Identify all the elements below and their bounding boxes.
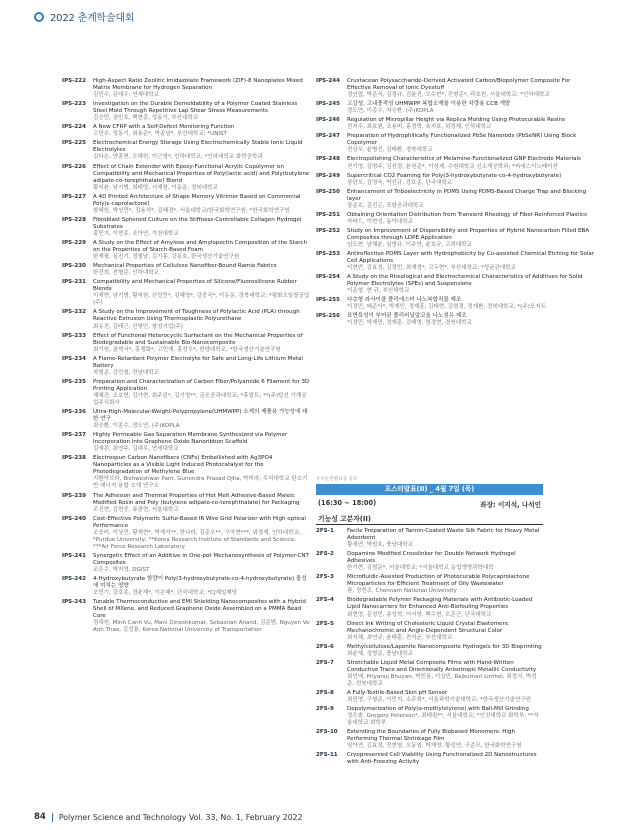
abstract-entry (62, 240, 310, 261)
abstract-entry (316, 644, 543, 658)
entry-code: IPS-242 (62, 576, 87, 583)
entry-title: Obtaining Orientation Distribution from Transient Rheology of Fiber-Reinforced Plastics (347, 211, 587, 218)
entry-authors: 팜, 정현조, Chonnam National University (347, 588, 457, 595)
entry-code: IPS-240 (62, 515, 87, 522)
entry-authors: 함혜원, 박성민*, 김용석*, 김혜경*, 서울대학교/한국화학연구원; *한국화학연구원 (93, 207, 290, 214)
entry-body (347, 251, 596, 272)
entry-body (93, 455, 310, 490)
entry-code: 2FS-9 (316, 706, 334, 713)
entry-authors: 최승환, 이종수, 정도연, (주)KOPLA (93, 423, 180, 430)
abstract-entry (316, 297, 596, 311)
entry-authors: 이현빈, 김효정, 김경민, 최재경*, 고두현*, 부산대학교; *성균관대학교 (347, 265, 516, 272)
entry-body (347, 551, 543, 572)
abstract-entry (62, 599, 310, 634)
entry-code: IPS-245 (316, 101, 341, 108)
entry-body (93, 217, 310, 238)
entry-body (93, 279, 310, 307)
entry-authors: 이재현, 남기범, 황지원, 신성민*, 김혜영*, 강중국*, 이동운, 경북대학교; *평화오일씰공업(주) (93, 293, 310, 307)
entry-code: IPS-255 (316, 297, 341, 304)
entry-title: Ultra-High-Molecular-Weight-Polypropylene(UHMWPP) 소재의 제품용 가능성에 대한 연구 (93, 409, 308, 423)
abstract-entry (62, 194, 310, 215)
entry-authors: 조은수, 박지영, DGIST (93, 567, 150, 573)
abstract-entry (62, 432, 310, 453)
abstract-entry (62, 279, 310, 307)
abstract-entry (62, 263, 310, 277)
abstract-entry (316, 212, 596, 226)
entry-authors: 이정민, 배준아*, 박재민, 정재훈, 김태현, 김영경, 정재환, 경북대학교; *(주)포지트 (347, 304, 546, 311)
entry-title: A 4D Printed Architecture of Shape Memory Vitrimer Based on Commercial Poly(ε-caprolactone) (93, 193, 301, 207)
abstract-entry (316, 251, 596, 272)
entry-title: Synergetic Effect of an Additive in One-pot Mechanosynthesis of Polymer-CNT Composites (93, 552, 309, 566)
entry-title: Regulation of Micropillar Height via Replica Molding Using Photocurable Resins (347, 117, 565, 124)
entry-authors: 조민기, 강호종, 경윤재*, 이은혜*, 단국대학교; *CJ제일제당 (93, 590, 238, 597)
abstract-entry (316, 528, 543, 549)
abstract-entry (316, 228, 596, 249)
entry-title: Electrospun Carbon Nanofibers (CNFs) Embellished with Ag3PO4 Nanoparticles as a Visible Light Induced Photocatalyst for the Photodegradation of Methylene Blue (93, 455, 273, 476)
entry-authors: 김다은, 양홍현, 오혜원, 이근형*, 인하대학교; *인하대학교 화학공학과 (93, 154, 263, 161)
entry-code: IPS-235 (62, 378, 87, 385)
entry-title: Electrochemical Energy Storage Using Electrochemically Stable Ionic Liquid Electrolytes (93, 140, 303, 154)
divider (316, 524, 543, 525)
entry-body (347, 156, 596, 170)
entry-code: IPS-253 (316, 251, 341, 258)
entry-code: IPS-238 (62, 455, 87, 462)
entry-title: A Flame-Retardant Polymer Electrolyte for Safe and Long-Life Lithium Metal Battery (93, 355, 303, 369)
entry-body (347, 597, 543, 618)
abstract-entry (316, 189, 596, 210)
entry-title: Cryopreserved Cell Viability Using Functionalized 2D Nanostructures with Anti-Freezing Activity (347, 752, 537, 766)
entry-code: 2FS-7 (316, 659, 334, 666)
entry-authors: 최지혜, 최연규, 윤태훈, 전석균, 부산대학교 (347, 634, 453, 641)
entry-body (347, 133, 596, 154)
entry-title: Dopamine Modified Crosslinker for Double Network Hydrogel Adhesives (347, 551, 516, 565)
entry-body (93, 576, 310, 597)
abstract-entry (316, 78, 596, 99)
abstract-entry (316, 313, 596, 327)
entry-title: Stretchable Liquid Metal Composite Films with Hand-Written Conductive Trace and Directionally Anisotropic Metallic Conductivity (347, 659, 537, 673)
entry-authors: 임아연, 김효정, 전현열, 오동엽, 박재영, 황성연, 구준모, 한국화학연구원 (347, 743, 522, 750)
entry-body (347, 706, 543, 727)
entry-title: High-Aspect Ratio Zeolitic Imidazolate Framework (ZIF)-8 Nanoplates Mixed Matrix Membrane for Hydrogen Separation (93, 78, 303, 92)
entry-title: A Study on the Effect of Amylose and Amylopectin Composition of the Starch on the Properties of Starch-Based Foam (93, 239, 307, 254)
entry-code: IPS-227 (62, 193, 87, 200)
entry-title: Cost-Effective Polymeric Sulfur-Based IR Wire Grid Polarizer with High optical Performance (93, 515, 306, 529)
entry-code: IPS-225 (62, 140, 87, 147)
entry-code: IPS-229 (62, 239, 87, 246)
entry-body (347, 117, 596, 131)
entry-code: IPS-252 (316, 227, 341, 234)
entry-authors: 이정민, 박재민, 정재훈, 김태영, 영경현, 경북대학교 (347, 320, 472, 327)
abstract-entry (62, 356, 310, 377)
abstract-entry (62, 379, 310, 407)
entry-authors: 이준형, 현 규, 부산대학교 (347, 288, 410, 295)
entry-title: 표면특성이 부여된 폴리비닐알코올 나노섬유 제조 (347, 313, 467, 320)
abstract-entry (62, 576, 310, 597)
entry-authors: 한기현, 김형문*, 서울대학교; *서울대학교 농업생명과학대학 (347, 565, 494, 572)
entry-authors: 자바드, 이현성, 동아대학교 (347, 218, 413, 225)
abstract-entry (316, 274, 596, 295)
entry-body (347, 644, 543, 658)
entry-authors: 김민수, 김대우, 연세대학교 (93, 92, 159, 99)
abstract-entry (62, 124, 310, 138)
session-title: 기능성 고분자(II) (318, 515, 372, 523)
entry-body (347, 101, 596, 115)
entry-title: A Fully-Textile-Based Skin pH Sensor (347, 689, 448, 696)
abstract-entry (62, 455, 310, 490)
entry-title: A Study on the Improvement of Toughness of Polylactic Acid (PLA) through Reactive Extrusion Using Thermoplastic Polyurethane (93, 309, 300, 323)
entry-body (347, 313, 596, 327)
abstract-entry (316, 156, 596, 170)
entry-title: Extending the Boundaries of Fully Biobased Monomers: High Performing Thermal Shrinkage Film (347, 729, 515, 743)
journal-citation: Polymer Science and Technology Vol. 33, No. 1, February 2022 (58, 812, 303, 822)
entry-code: IPS-251 (316, 211, 341, 218)
abstract-entry (62, 140, 310, 161)
entry-title: Supercritical CO2 Foaming for Poly(3-hydroxybutyrate-co-4-hydroxybutyrate) (347, 172, 562, 179)
entry-body (93, 409, 310, 430)
entry-authors: 전지수, 최호원, 조용비, 홍정혁, 육지호, 위정재, 인하대학교 (347, 124, 492, 131)
entry-code: IPS-236 (62, 409, 87, 416)
entry-authors: 조웅비, 이상민, 황재현*, 박재석**, 한나라, 김준오**, 구자현***, 위정재, 인하대학교; *Purdue University; **Korea Research Institute of Standards and Science; ***Air Force Research Laboratory (93, 529, 301, 550)
entry-code: IPS-226 (62, 163, 87, 170)
entry-title: 고강성, 고내충격성 UHMWPP 복합소재를 이용한 차량용 CCB 개발 (347, 101, 511, 108)
entry-code: IPS-231 (62, 279, 87, 286)
entry-authors: 황세연, 박원호, 충남대학교 (347, 542, 413, 549)
abstract-entry (316, 690, 543, 704)
entry-code: IPS-230 (62, 263, 87, 270)
entry-title: Study on Improvement of Dispersibility and Properties of Hybrid Nanocarbon Filled EBA Composites through LDPE Application (347, 227, 590, 241)
poster-session-section (316, 476, 543, 768)
abstract-entry (62, 409, 310, 430)
abstract-entry (316, 752, 543, 766)
entry-body (93, 240, 310, 261)
entry-code: IPS-223 (62, 101, 87, 108)
entry-authors: 조진현, 김현중, 류광현, 서울대학교 (93, 506, 179, 513)
abstract-entry (316, 597, 543, 618)
entry-code: IPS-239 (62, 492, 87, 499)
entry-body (347, 690, 543, 704)
entry-body (347, 228, 596, 249)
entry-code: 2FS-6 (316, 643, 334, 650)
abstract-entry (316, 660, 543, 688)
entry-title: Preparation and Characterization of Carbon Fiber/Polyamide 6 Filament for 3D Printing Application (93, 378, 310, 392)
entry-body (93, 140, 310, 161)
entry-code: 2FS-5 (316, 620, 334, 627)
entry-body (93, 263, 310, 277)
entry-authors: 정인엽, 박준식, 김정규, 김윤진, 오수빈*, 진형준*, 곽호원, 서울대학교; *인하대학교 (347, 92, 550, 99)
entry-code: 2FS-8 (316, 689, 334, 696)
entry-body (347, 297, 596, 311)
entry-body (93, 356, 310, 377)
entry-body (93, 309, 310, 330)
entry-authors: 정대원, Minh Canh Vu, Mani Dineshkumar, Sebastian Anand, 김준범, Nguyen Vo Anh Thao, 김성룡, Korea National University of Transportation (93, 620, 310, 634)
entry-code: 2FS-11 (316, 752, 338, 759)
entry-body (93, 194, 310, 215)
entry-body (93, 432, 310, 453)
entry-authors: 최민영, 구형준, 이민지, 소주희*, 서울과학기술대학교; *한국생산기술연구원 (347, 697, 532, 704)
entry-body (93, 101, 310, 122)
entry-code: IPS-244 (316, 78, 341, 84)
abstract-entry (316, 574, 543, 595)
entry-code: 2FS-10 (316, 729, 338, 736)
abstract-entry (316, 173, 596, 187)
entry-title: Electropolishing Characteristics of Melamine-Functionalized GNP Electrode Materials (347, 156, 581, 163)
entry-title: 다층형 라사이클 폴리에스터 나노복합직물 제조 (347, 297, 462, 304)
entry-authors: 지환아브라, Bishweshwar Pant, Gunendra Prasad Ojha, 박미라, 우석대학교 탄소기반 에너지 융합 소재 연구소 (93, 476, 308, 490)
entry-body (93, 333, 310, 354)
entry-code: IPS-249 (316, 172, 341, 179)
entry-title: 4-Hydroxybutyrate 함량이 Poly(3-hydroxybutyrate-co-4-hydroxybutyrate) 물성에 미치는 영향 (93, 576, 307, 590)
entry-body (93, 493, 310, 514)
entry-body (347, 173, 596, 187)
entry-title: A New CFRP with a Self-Defect Monitoring Function (93, 124, 235, 131)
entry-title: A Study on the Rheological and Electrochemical Characteristics of Additives for Solid Polymer Electrolytes (SPEs) and Suspensions (347, 274, 583, 288)
session-info-row (316, 499, 543, 509)
abstract-entry (316, 729, 543, 750)
entry-code: IPS-237 (62, 432, 87, 439)
entry-body (347, 528, 543, 549)
entry-authors: 차형준, 강민철, 전남대학교 (93, 369, 159, 376)
entry-title: Methylcellulose/Laponite Nanocomposite Hydrogels for 3D Bioprinting (347, 643, 542, 650)
entry-title: Facile Preparation of Tannin-Coated Waste Silk Fabric for Heavy Metal Adsorbent (347, 528, 540, 542)
session-time: (16:30 ~ 18:00) (318, 499, 377, 507)
entry-body (93, 599, 310, 634)
entry-authors: 김예은, 최연주, 김대우, 연세대학교 (93, 446, 179, 453)
entry-authors: 정도연, 이종수, 차승환, (주)KOPLA (347, 108, 434, 115)
abstract-entry (316, 101, 596, 115)
entry-code: IPS-256 (316, 313, 341, 320)
abstract-entry (316, 706, 543, 727)
entry-authors: 최유진, 김태근, 진형민, 창성기업(주) (93, 323, 183, 330)
entry-code: IPS-243 (62, 599, 87, 606)
entry-title: Direct Ink Writing of Cholesteric Liquid Crystal Elastomers: Mechanochromic and Angle-Dependent Structural Color (347, 620, 510, 634)
abstract-entry (62, 553, 310, 574)
entry-body (347, 752, 543, 766)
entry-authors: 김승민, 권민호, 백현종, 성동기, 부산대학교 (93, 115, 199, 122)
entry-code: IPS-233 (62, 332, 87, 339)
abstract-entry (62, 516, 310, 551)
page-footer (34, 812, 303, 822)
entry-body (93, 78, 310, 99)
entry-authors: 한재필, 심진기, 정철남, 김기홍, 강동호, 한국생산기술연구원 (93, 254, 240, 261)
entry-title: Biodegradable Polymer Packaging Materials with Antibiotic-Loaded Lipid Nanocarriers for Enhanced Anti-Biofouling Properties (347, 597, 533, 611)
footer-divider (52, 813, 53, 822)
award-note: 우수논문발표상 응모 (316, 477, 358, 482)
abstract-entry (316, 133, 596, 154)
abstract-entry (62, 164, 310, 192)
entry-body (347, 274, 596, 295)
entry-code: IPS-250 (316, 188, 341, 195)
circle-bullet-icon (34, 12, 44, 22)
entry-title: Depolymerization of Poly(α-methylstyrene) with Ball-Mill Grinding (347, 706, 529, 713)
entry-body (347, 212, 596, 226)
entry-code: IPS-232 (62, 309, 87, 316)
session-entries (316, 528, 543, 766)
entry-body (93, 124, 310, 138)
entry-code: IPS-248 (316, 156, 341, 163)
entry-code: IPS-246 (316, 117, 341, 124)
entry-authors: 최민예, Priyanuj Bhuyan, 박민용, 이상민, Rajkumari Linthoi, 최정식, 박성준, 전북대학교 (347, 673, 537, 687)
entry-title: Compatibility and Mechanical Properties of Silicone/Fluorosilicone Rubber Blends (93, 279, 297, 293)
entry-body (347, 189, 596, 210)
entry-code: 2FS-2 (316, 551, 334, 558)
abstract-entry (62, 101, 310, 122)
entry-title: Mechanical Properties of Cellulose Nanofiber-Bound Ramie Fabrics (93, 263, 277, 270)
entry-authors: 최윤혜, 정형준, 충남대학교 (347, 650, 413, 657)
abstract-entry (316, 117, 596, 131)
entry-authors: 홍민지, 이현종, 조아연, 가천대학교 (93, 230, 179, 237)
entry-title: Highly Permeable Gas Separation Membrane Synthesized via Polymer Incorporation into Graphene Oxide Nanoribbon Scaffold (93, 432, 288, 446)
entry-body (93, 164, 310, 192)
entry-code: IPS-228 (62, 216, 87, 223)
entry-title: Preparation of Hydrophilically Functionalized PbSe Nanorods (PbSeNR) Using Block Copolymer (347, 133, 577, 147)
entry-body (347, 574, 543, 595)
entry-title: The Adhesion and Thermal Properties of Hot Melt Adhesive-Based Maleic Modified Rosin and Poly (butylene adipate-co-terephthalate) for Packaging (93, 492, 300, 506)
entry-code: IPS-222 (62, 78, 87, 84)
entry-title: Enhancement of Triboelectricity in PDMS Using PDMS-Based Charge Trap and Blocking layer (347, 188, 587, 202)
entry-title: Microfluidic-Assisted Production of Photocurable Polycaprolactone Microparticles for Efficient Treatment of Oily Wastewater (347, 574, 530, 588)
page-header (34, 9, 134, 24)
entry-code: IPS-241 (62, 552, 87, 559)
entry-authors: 최현영, 문정민, 송성혁, 이서영, 백수현, 오준근, 단국대학교 (347, 611, 492, 618)
abstract-entry (316, 621, 543, 642)
abstract-entry (316, 551, 543, 572)
abstract-entry (62, 309, 310, 330)
entry-authors: 한건희, 전형준, 인하대학교 (93, 270, 159, 277)
entry-authors: 최기원, 권혁서*, 홍쟁화*, 고민재, 홍성우*, 한양대학교; *한국생산기술연구원 (93, 346, 281, 353)
abstract-entry (62, 493, 310, 514)
entry-authors: 채혜진, 조호현, 김가현, 최주린*, 김기영**, 금오공과대학교; *휴빌트; **(주)탑선 기계공업주식회사 (93, 392, 307, 406)
entry-authors: 황지윤, 남기범, 최태영, 서재원, 이동운, 경북대학교 (93, 184, 218, 191)
entry-title: Effect of Chain Extender with Epoxy-Functional Acrylic Copolymer on Compatibility and Mechanical Properties of Poly(lactic acid) and Poly(butylene adipate-co-terephthalate) Blend (93, 163, 310, 184)
entry-authors: 정은솔, Gregory Peterson*, 최태림**, 서울대학교; *인천대학교 화학부; **서울대학교 화학부 (347, 713, 539, 727)
entry-authors: 전상우, 윤병진, 김태환, 경북대학교 (347, 147, 433, 154)
entry-title: Antireflective PDMS Layer with Hydrophobicity by Cu-assisted Chemical Etching for Solar Cell Applications (347, 251, 595, 265)
entry-code: IPS-247 (316, 133, 341, 140)
entry-title: Crustacean Polysaccharide-Derived Activated Carbon/Biopolymer Composite For Effective Removal of Ionic Dyestuff (347, 78, 571, 92)
entry-body (347, 621, 543, 642)
conference-title: 2022 춘계학술대회 (50, 13, 135, 24)
right-column (316, 78, 596, 330)
entry-body (93, 553, 310, 574)
entry-authors: 장준호, 김진곤, 포항공과대학교 (347, 202, 424, 209)
entry-code: IPS-254 (316, 274, 341, 281)
session-banner: 포스터발표(II) _ 4월 7일 (목) (316, 484, 543, 495)
entry-code: 2FS-1 (316, 528, 334, 534)
entry-title: Fibroblast Spheroid Culture on the Stiffness-Controllable Collagen Hydrogel Substrates (93, 216, 302, 230)
entry-body (347, 78, 596, 99)
entry-authors: 고민수, 성동기, 최용준*, 박종남*, 부산대학교; *UNIST (93, 131, 227, 138)
entry-title: Effect of Functional Heterocyclic Surfactant on the Mechanical Properties of Biodegradable and Sustainable Bio-Nanocomposite (93, 332, 303, 346)
session-chairs: 좌장: 이지석, 나석인 (480, 501, 541, 509)
abstract-entry (62, 78, 310, 99)
entry-body (347, 729, 543, 750)
entry-code: 2FS-3 (316, 574, 334, 581)
entry-code: 2FS-4 (316, 597, 334, 604)
entry-authors: 장단오, 김영욱, 박선규, 강호종, 단국대학교 (347, 179, 453, 186)
entry-authors: 임도현, 남채윤, 임형규, 이주연, 윤호규, 고려대학교 (347, 241, 472, 248)
entry-body (93, 379, 310, 407)
left-column (62, 78, 310, 636)
abstract-entry (62, 217, 310, 238)
abstract-entry (62, 333, 310, 354)
entry-code: IPS-224 (62, 124, 87, 131)
page-number: 84 (34, 812, 46, 822)
entry-title: Tunable Thermoconductive and EMI Shielding Nanocomposites with a Hybrid Shell of MXene, and Reduced Graphene Oxide Assembled on a PMMA Bead Core (93, 599, 306, 620)
entry-code: IPS-234 (62, 355, 87, 362)
entry-body (93, 516, 310, 551)
entry-authors: 전기영, 김명주, 김선경, 윤원준*, 이성제, 수원대학교 신소재공학과; *씨에스이노베이션 (347, 163, 558, 170)
entry-body (347, 660, 543, 688)
entry-title: Investigation on the Durable Demoldability of a Polymer Coated Stainless Steel Mold Through Repetitive Lap Shear Stress Measurements (93, 101, 298, 115)
